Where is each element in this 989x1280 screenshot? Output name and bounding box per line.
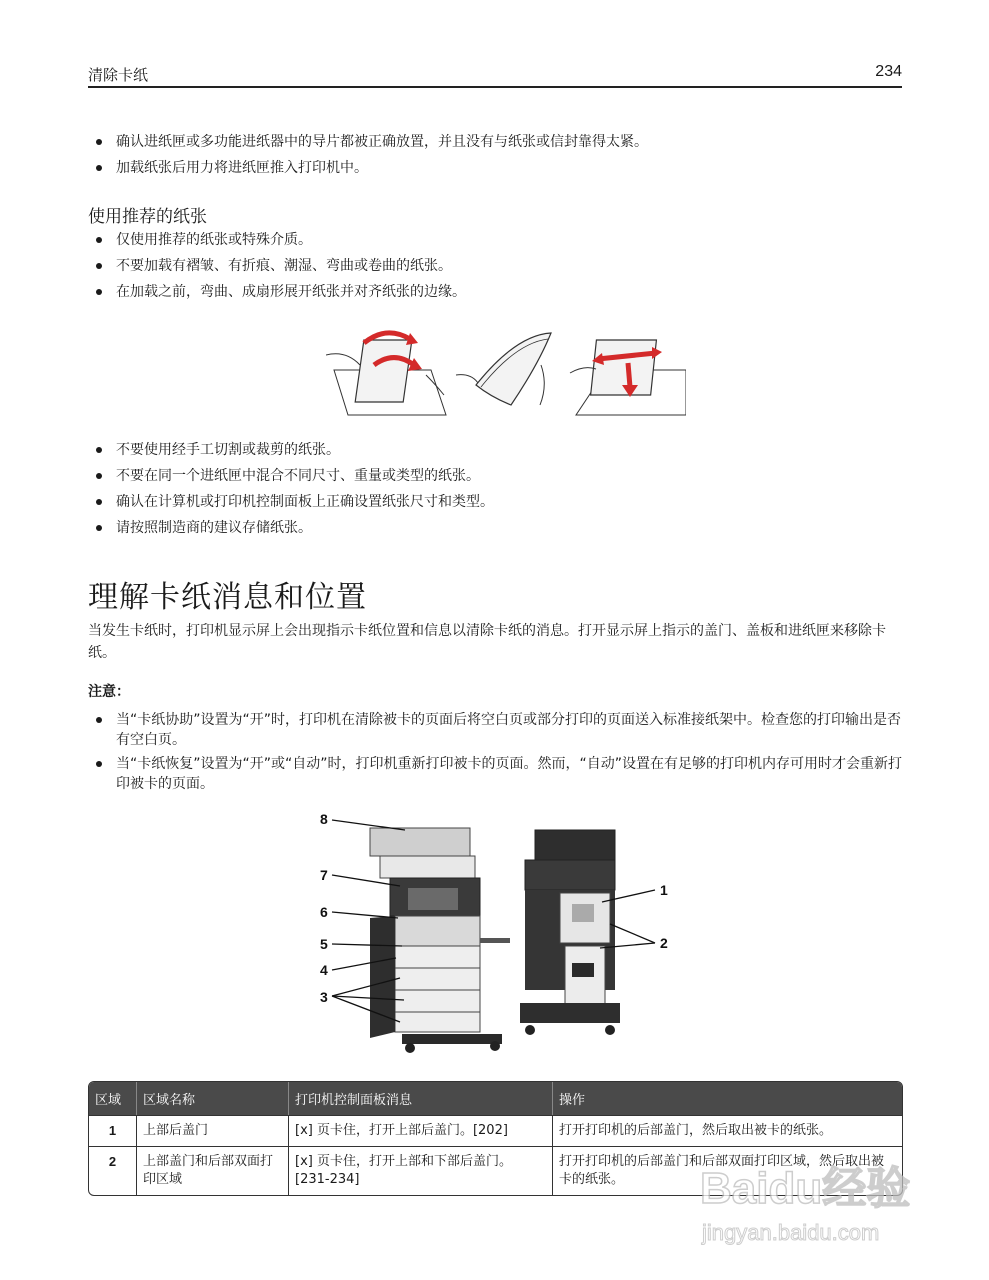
watermark-url: jingyan.baidu.com bbox=[702, 1220, 880, 1245]
message-cell: [x] 页卡住，打开上部和下部后盖门。[231-234] bbox=[289, 1146, 553, 1195]
list-item: 在加载之前，弯曲、成扇形展开纸张并对齐纸张的边缘。 bbox=[94, 282, 906, 302]
table-row bbox=[89, 1115, 902, 1146]
column-header: 区域名称 bbox=[137, 1082, 289, 1115]
action-cell: 打开打印机的后部盖门和后部双面打印区域，然后取出被卡的纸张。 bbox=[553, 1146, 902, 1195]
action-cell: 打开打印机的后部盖门，然后取出被卡的纸张。 bbox=[553, 1115, 902, 1146]
recommended-list bbox=[94, 230, 906, 308]
callout-label: 5 bbox=[320, 936, 328, 952]
callout-label: 1 bbox=[660, 882, 668, 898]
list-item: 加载纸张后用力将进纸匣推入打印机中。 bbox=[94, 158, 906, 178]
header-title: 清除卡纸 bbox=[88, 66, 149, 84]
paper-flexing-illustration bbox=[326, 325, 686, 420]
baidu-jingyan-watermark bbox=[680, 1148, 940, 1258]
watermark-brand: Baidu经验 bbox=[700, 1164, 911, 1213]
zone-name-cell: 上部盖门和后部双面打印区域 bbox=[137, 1146, 289, 1195]
zone-name-cell: 上部后盖门 bbox=[137, 1115, 289, 1146]
list-item: 确认进纸匣或多功能进纸器中的导片都被正确放置，并且没有与纸张或信封靠得太紧。 bbox=[94, 132, 906, 152]
flex-paper-panel bbox=[326, 333, 446, 415]
section-title: 理解卡纸消息和位置 bbox=[88, 580, 367, 615]
list-item: 确认在计算机或打印机控制面板上正确设置纸张尺寸和类型。 bbox=[94, 492, 906, 512]
list-item: 仅使用推荐的纸张或特殊介质。 bbox=[94, 230, 906, 250]
callout-label: 6 bbox=[320, 904, 328, 920]
note-list bbox=[94, 710, 906, 798]
printer-jam-locations-diagram bbox=[310, 808, 690, 1058]
section-intro: 当发生卡纸时，打印机显示屏上会出现指示卡纸位置和信息以清除卡纸的消息。打开显示屏上指示的盖门、盖板和进纸匣来移除卡纸。 bbox=[88, 623, 886, 661]
list-item: 不要加载有褶皱、有折痕、潮湿、弯曲或卷曲的纸张。 bbox=[94, 256, 906, 276]
zone-cell: 2 bbox=[89, 1146, 137, 1195]
message-cell: [x] 页卡住，打开上部后盖门。[202] bbox=[289, 1115, 553, 1146]
top-bullet-list bbox=[94, 132, 906, 184]
list-item: 不要使用经手工切割或裁剪的纸张。 bbox=[94, 440, 906, 460]
align-paper-panel bbox=[570, 340, 686, 415]
list-item: 不要在同一个进纸匣中混合不同尺寸、重量或类型的纸张。 bbox=[94, 466, 906, 486]
fan-paper-panel bbox=[456, 333, 551, 405]
note-label: 注意： bbox=[88, 684, 130, 700]
list-item: 请按照制造商的建议存储纸张。 bbox=[94, 518, 906, 538]
callout-label: 7 bbox=[320, 867, 328, 883]
callout-label: 3 bbox=[320, 989, 328, 1005]
page-number: 234 bbox=[875, 63, 902, 80]
zone-cell: 1 bbox=[89, 1115, 137, 1146]
printer-back-view bbox=[520, 830, 620, 1035]
table-header-row bbox=[89, 1082, 902, 1115]
column-header: 操作 bbox=[553, 1082, 902, 1115]
callout-label: 2 bbox=[660, 935, 668, 951]
callout-label: 8 bbox=[320, 811, 328, 827]
column-header: 打印机控制面板消息 bbox=[289, 1082, 553, 1115]
column-header: 区域 bbox=[89, 1082, 137, 1115]
callout-label: 4 bbox=[320, 962, 328, 978]
list-item: 当“卡纸恢复”设置为“开”或“自动”时，打印机重新打印被卡的页面。然而，“自动”设置在有足够的打印机内存可用时才会重新打印被卡的页面。 bbox=[94, 754, 906, 794]
list-item: 当“卡纸协助”设置为“开”时，打印机在清除被卡的页面后将空白页或部分打印的页面送入标准接纸架中。检查您的打印输出是否有空白页。 bbox=[94, 710, 906, 750]
recommended-heading: 使用推荐的纸张 bbox=[88, 207, 207, 227]
page-header bbox=[88, 60, 902, 88]
paper-tips-list bbox=[94, 440, 906, 544]
